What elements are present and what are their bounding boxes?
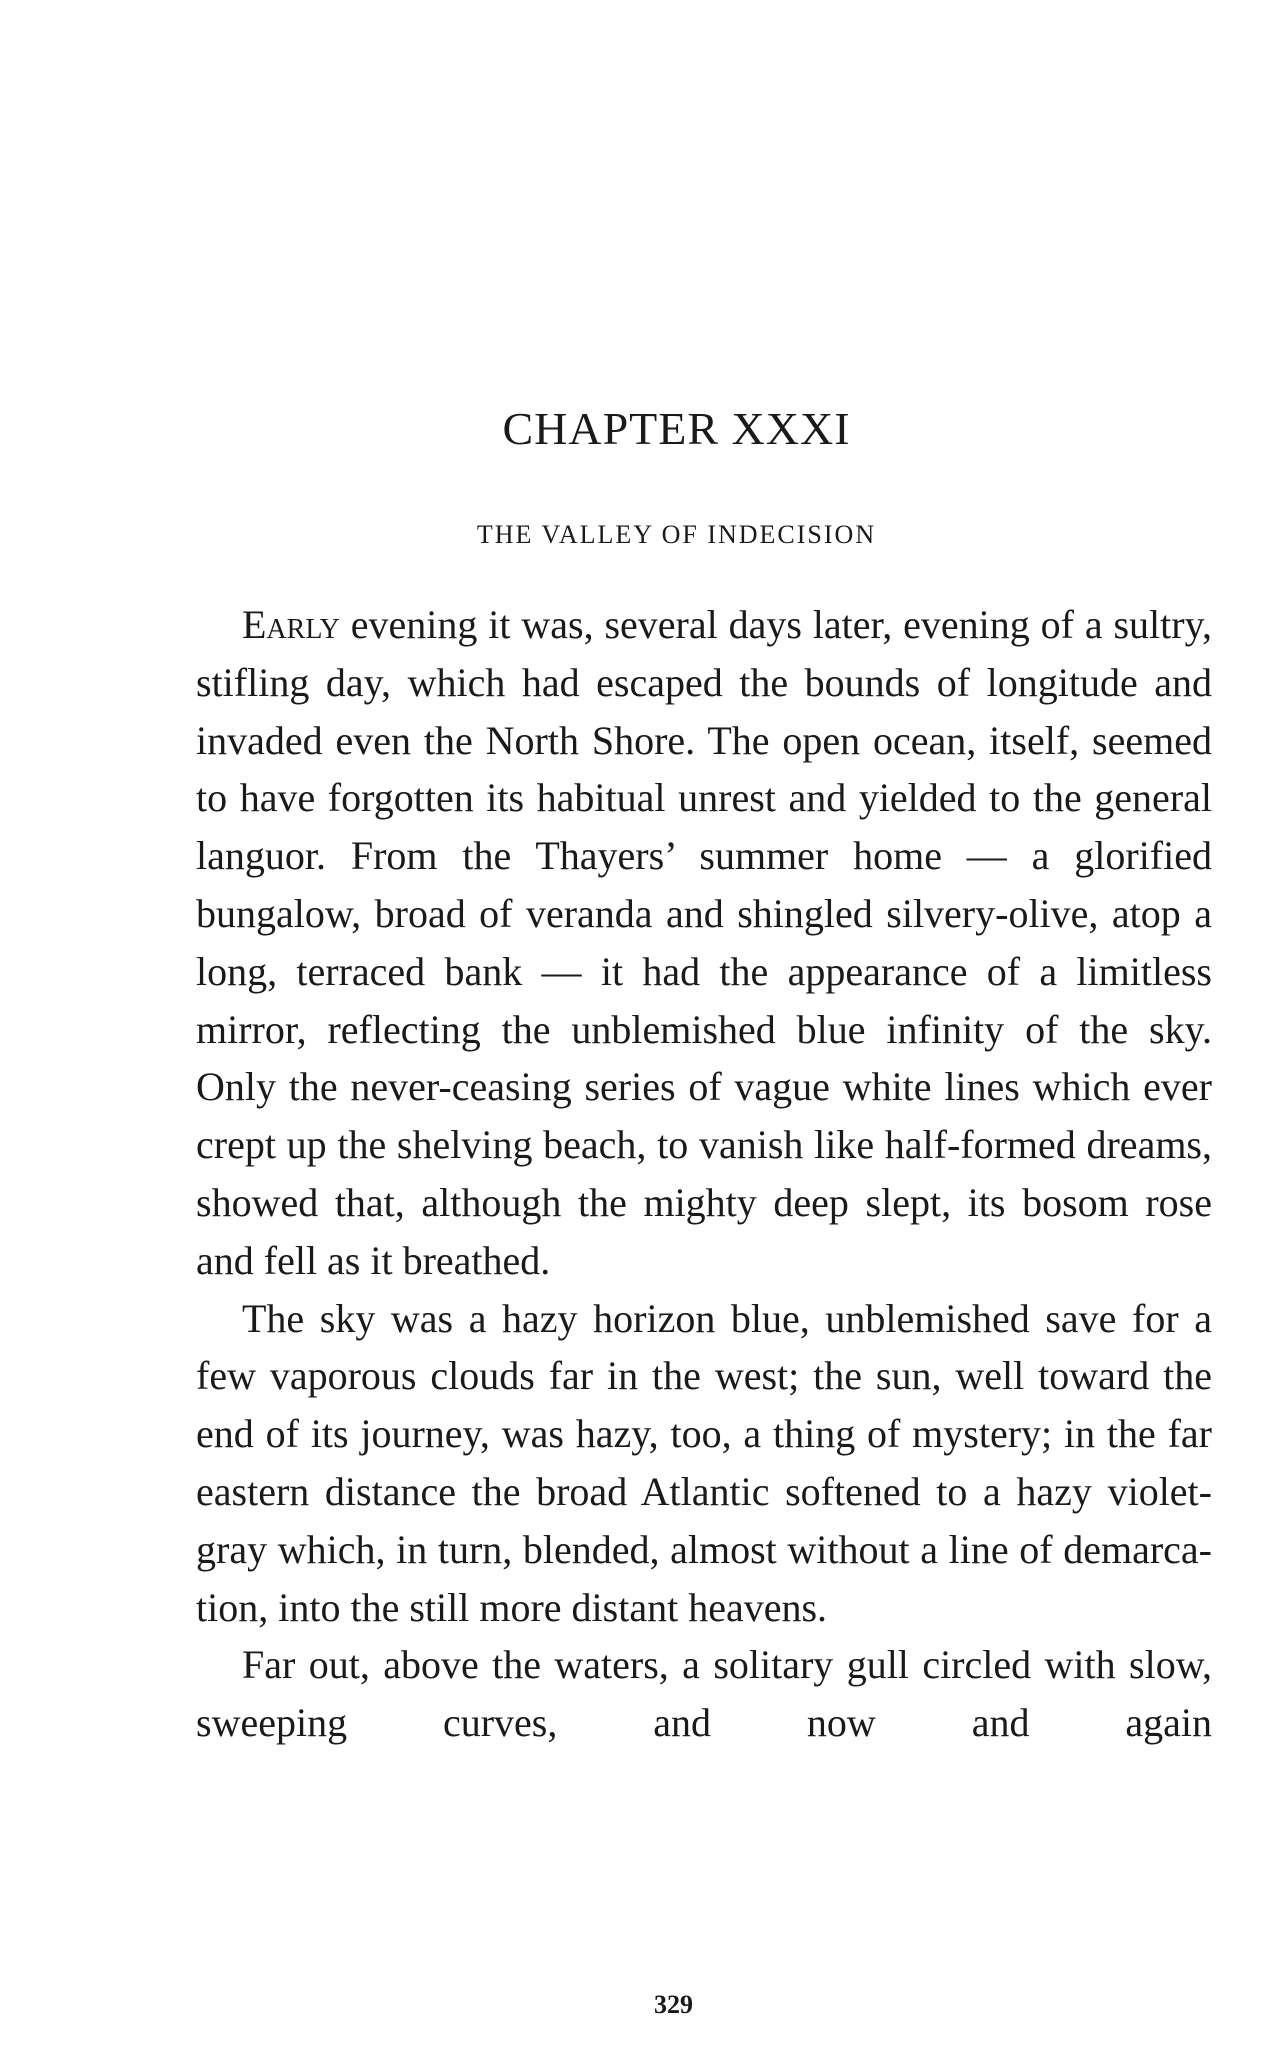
paragraph-3	[196, 1636, 1212, 1752]
paragraph-1	[196, 596, 1212, 1290]
chapter-subtitle: THE VALLEY OF INDECISION	[476, 520, 877, 549]
paragraph-text: Far out, above the waters, a solitary gull circled with slow, sweeping curves, and now and again	[196, 1642, 1212, 1746]
paragraph-text: evening it was, several days later, evening of a sultry, stifling day, which had escaped the bounds of longitude and invaded even the North Shore. The open ocean, itself, seemed to have forgotten its habitual unrest and yielded to the general languor. From the Thayers’ summer home — a glorified bungalow, broad of veranda and shingled silvery-olive, atop a long, terraced bank — it had the appearance of a limitless mirror, reflecting the unblemished blue infinity of the sky. Only the never-ceasing series of vague white lines which ever crept up the shelving beach, to vanish like half-formed dreams, showed that, although the mighty deep slept, its bosom rose and fell as it breathed.	[196, 602, 1212, 1283]
chapter-heading: CHAPTER XXXI	[502, 403, 851, 454]
paragraph-text: The sky was a hazy horizon blue, unblemished save for a few vaporous clouds far in the west; the sun, well toward the end of its journey, was hazy, too, a thing of mystery; in the far eastern distance the broad Atlantic softened to a hazy violet-gray which, in turn, blended, almost without a line of demarcation, into the still more distant heavens.	[196, 1295, 1212, 1630]
paragraph-lead-word: Early	[242, 602, 340, 647]
body-text	[196, 596, 1212, 1752]
paragraph-2	[196, 1290, 1212, 1637]
page-number: 329	[654, 1990, 693, 2019]
